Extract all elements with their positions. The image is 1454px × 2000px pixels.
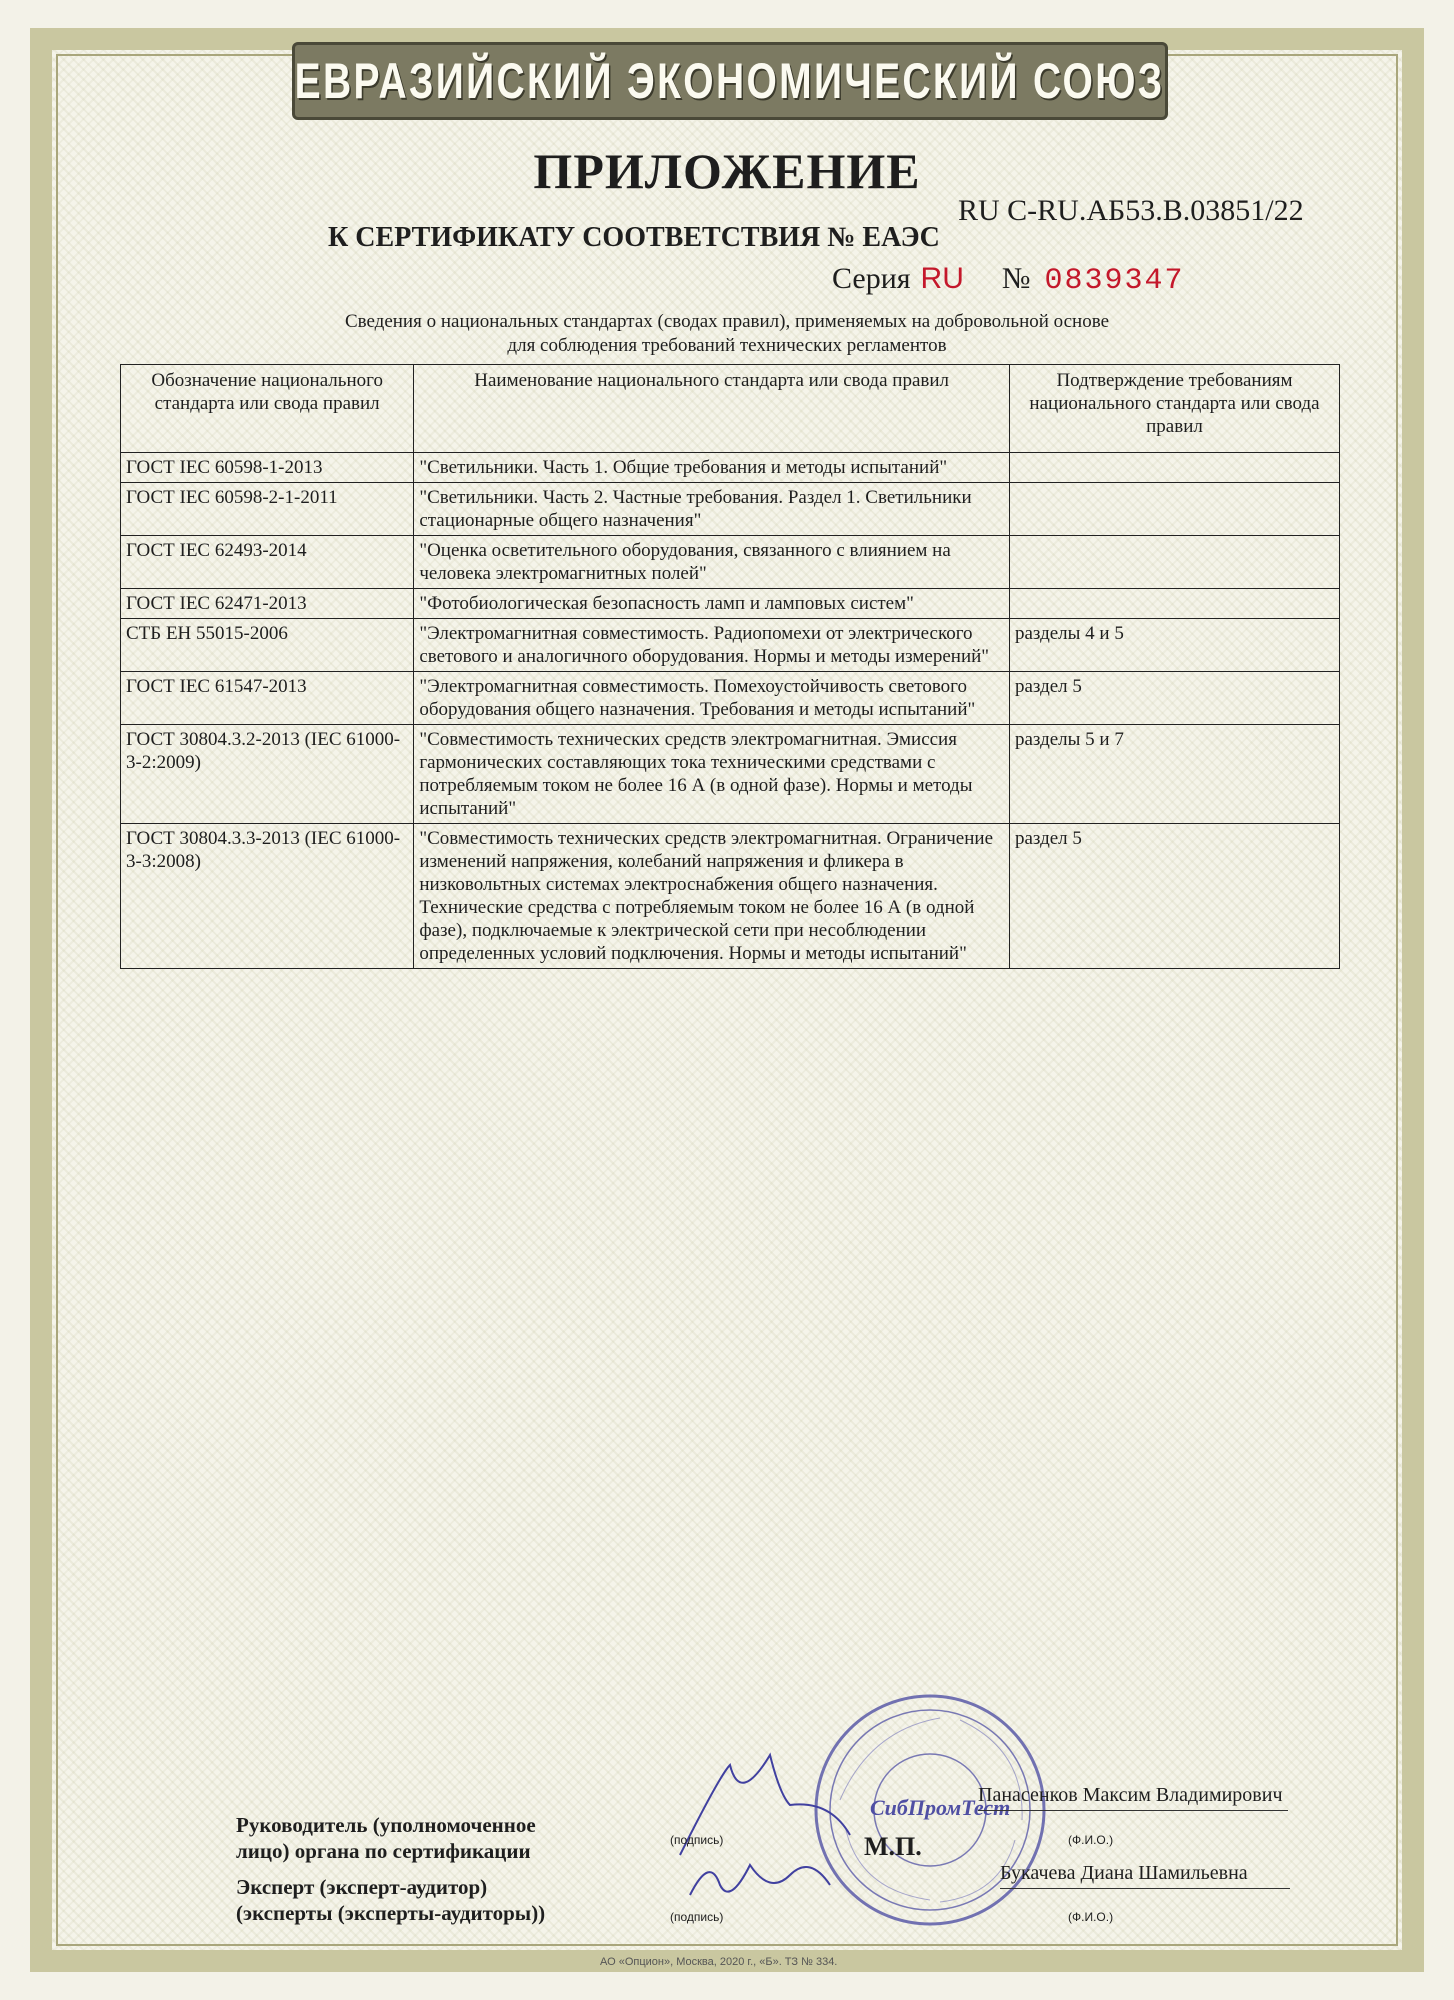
series-label: Серия bbox=[832, 262, 911, 295]
cell-confirm: раздел 5 bbox=[1009, 672, 1339, 725]
seal-place-label: М.П. bbox=[864, 1832, 922, 1861]
blank-number: 0839347 bbox=[1044, 264, 1185, 298]
table-row bbox=[121, 672, 1340, 725]
head-name-line bbox=[978, 1810, 1288, 1811]
table-row bbox=[121, 589, 1340, 619]
cell-code: ГОСТ IEC 60598-1-2013 bbox=[121, 453, 414, 483]
cell-name: "Совместимость технических средств электромагнитная. Ограничение изменений напряжения, колебаний напряжения и фликера в низковольтных системах электроснабжения общего назначения. Технические средства с потребляемым током не более 16 А (в одной фазе), подключаемые к электрической сети при несоблюдении определенных условий подключения. Нормы и методы испытаний" bbox=[414, 824, 1010, 969]
cell-name: "Светильники. Часть 1. Общие требования и методы испытаний" bbox=[414, 453, 1010, 483]
table-row bbox=[121, 619, 1340, 672]
head-label-line-1: Руководитель (уполномоченное bbox=[236, 1813, 536, 1837]
document-title: ПРИЛОЖЕНИЕ bbox=[533, 143, 921, 199]
cell-confirm: разделы 4 и 5 bbox=[1009, 619, 1339, 672]
table-row bbox=[121, 725, 1340, 824]
document-subtitle: К СЕРТИФИКАТУ СООТВЕТСТВИЯ № ЕАЭС bbox=[328, 222, 940, 253]
expert-signature bbox=[680, 1835, 880, 1915]
header-code: Обозначение национального стандарта или свода правил bbox=[121, 365, 414, 453]
cell-name: "Электромагнитная совместимость. Радиопомехи от электрического светового и аналогичного оборудования. Нормы и методы измерений" bbox=[414, 619, 1010, 672]
certificate-number: RU C-RU.АБ53.В.03851/22 bbox=[958, 194, 1304, 227]
cell-code: ГОСТ IEC 60598-2-1-2011 bbox=[121, 483, 414, 536]
intro-line-1: Сведения о национальных стандартах (сводах правил), применяемых на добровольной основе bbox=[344, 311, 1110, 332]
intro-line-2: для соблюдения требований технических регламентов bbox=[507, 335, 947, 356]
table-row bbox=[121, 824, 1340, 969]
table-header-row bbox=[121, 365, 1340, 453]
table-row bbox=[121, 536, 1340, 589]
series-value: RU bbox=[920, 262, 964, 295]
head-name: Панасенков Максим Владимирович bbox=[978, 1784, 1283, 1806]
banner-text: ЕВРАЗИЙСКИЙ ЭКОНОМИЧЕСКИЙ СОЮЗ bbox=[295, 53, 1165, 109]
cell-code: ГОСТ IEC 62471-2013 bbox=[121, 589, 414, 619]
number-label: № bbox=[1001, 262, 1031, 295]
header-name: Наименование национального стандарта или свода правил bbox=[414, 365, 1010, 453]
expert-name-caption: (Ф.И.О.) bbox=[1068, 1910, 1114, 1924]
cell-code: СТБ ЕН 55015-2006 bbox=[121, 619, 414, 672]
eaeu-banner bbox=[292, 42, 1168, 120]
seal-text: СибПромТест bbox=[870, 1795, 1011, 1820]
intro-text bbox=[0, 310, 1454, 358]
cell-name: "Оценка осветительного оборудования, связанного с влиянием на человека электромагнитных полей" bbox=[414, 536, 1010, 589]
cell-confirm: раздел 5 bbox=[1009, 824, 1339, 969]
head-label bbox=[236, 1812, 536, 1864]
expert-sign-caption: (подпись) bbox=[670, 1910, 724, 1924]
expert-name: Букачева Диана Шамильевна bbox=[1000, 1862, 1248, 1884]
cell-confirm bbox=[1009, 536, 1339, 589]
standards-table bbox=[120, 364, 1340, 969]
expert-label-line-2: (эксперты (эксперты-аудиторы)) bbox=[236, 1901, 546, 1925]
cell-name: "Электромагнитная совместимость. Помехоустойчивость светового оборудования общего назначения. Требования и методы испытаний" bbox=[414, 672, 1010, 725]
printer-imprint: АО «Опцион», Москва, 2020 г., «Б». ТЗ № 334. bbox=[600, 1956, 838, 1968]
cell-name: "Светильники. Часть 2. Частные требования. Раздел 1. Светильники стационарные общего назначения" bbox=[414, 483, 1010, 536]
head-label-line-2: лицо) органа по сертификации bbox=[236, 1839, 531, 1863]
head-name-caption: (Ф.И.О.) bbox=[1068, 1833, 1114, 1847]
header-confirm: Подтверждение требованиям национального стандарта или свода правил bbox=[1009, 365, 1339, 453]
cell-code: ГОСТ 30804.3.2-2013 (IEC 61000-3-2:2009) bbox=[121, 725, 414, 824]
expert-name-line bbox=[1000, 1888, 1290, 1889]
cell-confirm bbox=[1009, 589, 1339, 619]
cell-confirm bbox=[1009, 453, 1339, 483]
table-row bbox=[121, 453, 1340, 483]
expert-label-line-1: Эксперт (эксперт-аудитор) bbox=[236, 1875, 488, 1899]
cell-name: "Совместимость технических средств электромагнитная. Эмиссия гармонических составляющих тока техническими средствами с потребляемым током не более 16 А (в одной фазе). Нормы и методы испытаний" bbox=[414, 725, 1010, 824]
cell-code: ГОСТ 30804.3.3-2013 (IEC 61000-3-3:2008) bbox=[121, 824, 414, 969]
series-line bbox=[832, 262, 1185, 298]
table-row bbox=[121, 483, 1340, 536]
head-sign-caption: (подпись) bbox=[670, 1833, 724, 1847]
cell-confirm: разделы 5 и 7 bbox=[1009, 725, 1339, 824]
cell-confirm bbox=[1009, 483, 1339, 536]
expert-label bbox=[236, 1874, 545, 1926]
cell-code: ГОСТ IEC 61547-2013 bbox=[121, 672, 414, 725]
cell-name: "Фотобиологическая безопасность ламп и ламповых систем" bbox=[414, 589, 1010, 619]
cell-code: ГОСТ IEC 62493-2014 bbox=[121, 536, 414, 589]
